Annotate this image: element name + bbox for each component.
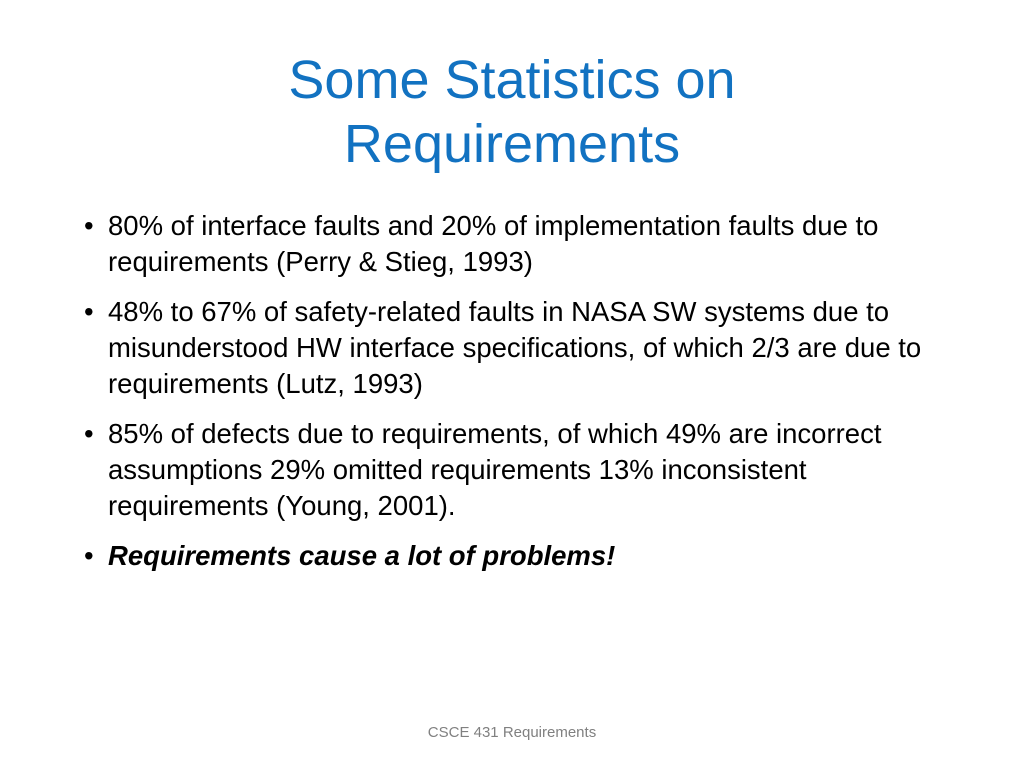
bullet-item-3 [84, 416, 944, 524]
bullet-item-2 [84, 294, 944, 402]
slide-title [0, 48, 1024, 176]
bullet-item-1 [84, 208, 944, 280]
bullet-marker: • [84, 210, 94, 241]
bullet-item-4 [84, 538, 944, 574]
slide-title-line-2: Requirements [343, 114, 681, 174]
bullet-marker: • [84, 540, 94, 571]
bullet-text: 85% of defects due to requirements, of which 49% are incorrect assumptions 29% omitted requirements 13% inconsistent requirements (Young, 2001). [108, 418, 882, 521]
bullet-list [84, 208, 944, 588]
bullet-text: 48% to 67% of safety-related faults in NASA SW systems due to misunderstood HW interface specifications, of which 2/3 are due to requirements (Lutz, 1993) [108, 296, 922, 399]
bullet-marker: • [84, 418, 94, 449]
slide-footer: CSCE 431 Requirements [427, 724, 597, 741]
bullet-marker: • [84, 296, 94, 327]
slide-title-line-1: Some Statistics on [288, 50, 736, 110]
bullet-text-emphasis: Requirements cause a lot of problems! [108, 540, 616, 571]
bullet-text: 80% of interface faults and 20% of implementation faults due to requirements (Perry & Stieg, 1993) [108, 210, 879, 277]
